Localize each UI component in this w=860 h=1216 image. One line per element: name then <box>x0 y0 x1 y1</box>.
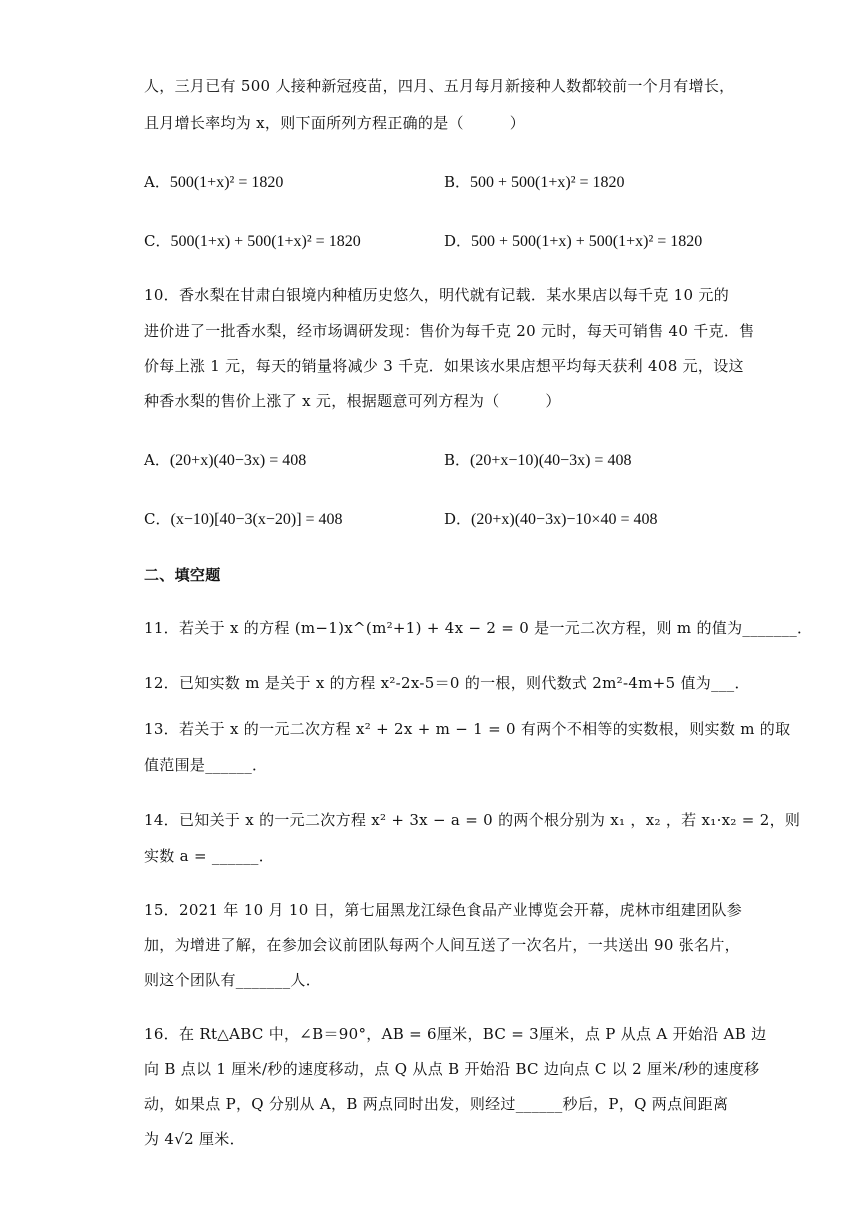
q10-stem-line3: 价每上涨 1 元，每天的销量将减少 3 千克．如果该水果店想平均每天获利 408 元，设这 <box>144 357 744 375</box>
q15-line1: 15．2021 年 10 月 10 日，第七届黑龙江绿色食品产业博览会开幕，虎林市组建团队参 <box>144 901 743 919</box>
q10-option-a <box>144 450 306 471</box>
q13-line2: 值范围是______． <box>144 756 268 774</box>
option-label: A． <box>144 451 170 469</box>
q10-option-d <box>444 509 657 530</box>
q15-line3: 则这个团队有_______人． <box>144 971 322 989</box>
option-label: D． <box>444 510 472 528</box>
q9-stem-line1: 人，三月已有 500 人接种新冠疫苗，四月、五月每月新接种人数都较前一个月有增长， <box>144 77 735 95</box>
option-expr: (20+x−10)(40−3x) = 408 <box>470 452 632 469</box>
q16-line1: 16．在 Rt△ABC 中，∠B＝90°，AB = 6厘米，BC = 3厘米，点 P 从点 A 开始沿 AB 边 <box>144 1025 767 1043</box>
option-label: A． <box>144 173 170 191</box>
q14-line2: 实数 a = ______． <box>144 847 275 865</box>
q16-line4: 为 4√2 厘米． <box>144 1130 245 1148</box>
q12: 12．已知实数 m 是关于 x 的方程 x²-2x-5＝0 的一根，则代数式 2m²-4m+5 值为___． <box>144 674 750 692</box>
q15-line2: 加，为增进了解，在参加会议前团队每两个人间互送了一次名片，一共送出 90 张名片， <box>144 936 740 954</box>
q16-line2: 向 B 点以 1 厘米/秒的速度移动，点 Q 从点 B 开始沿 BC 边向点 C 以 2 厘米/秒的速度移 <box>144 1060 760 1078</box>
q10-stem-line2: 进价进了一批香水梨，经市场调研发现：售价为每千克 20 元时，每天可销售 40 千克．售 <box>144 322 755 340</box>
q13-line1: 13．若关于 x 的一元二次方程 x² + 2x + m − 1 = 0 有两个不相等的实数根，则实数 m 的取 <box>144 720 791 738</box>
q9-option-b <box>444 172 625 193</box>
option-label: B． <box>444 173 471 191</box>
q16-line3: 动，如果点 P，Q 分别从 A，B 两点同时出发，则经过______秒后，P，Q 两点间距离 <box>144 1095 729 1113</box>
section-title: 二、填空题 <box>144 566 221 584</box>
q11: 11．若关于 x 的方程 (m−1)x^(m²+1) + 4x − 2 = 0 是一元二次方程，则 m 的值为_______． <box>144 619 813 637</box>
q9-stem-line2: 且月增长率均为 x，则下面所列方程正确的是（ ） <box>144 114 526 132</box>
q10-option-c <box>144 509 343 530</box>
q9-option-a <box>144 172 283 193</box>
option-expr: 500(1+x) + 500(1+x)² = 1820 <box>170 233 361 250</box>
option-expr: (20+x)(40−3x)−10×40 = 408 <box>471 511 658 528</box>
q10-option-b <box>444 450 631 471</box>
option-expr: 500(1+x)² = 1820 <box>169 174 284 191</box>
option-expr: 500 + 500(1+x)² = 1820 <box>470 174 625 191</box>
q9-option-c <box>144 231 361 252</box>
q9-option-d <box>444 231 702 252</box>
option-expr: (x−10)[40−3(x−20)] = 408 <box>170 511 343 528</box>
q14-line1: 14．已知关于 x 的一元二次方程 x² + 3x − a = 0 的两个根分别为 x₁ ，x₂ ，若 x₁·x₂ = 2，则 <box>144 811 801 829</box>
option-expr: 500 + 500(1+x) + 500(1+x)² = 1820 <box>471 233 703 250</box>
option-label: C． <box>144 232 171 250</box>
q10-stem-line4: 种香水梨的售价上涨了 x 元，根据题意可列方程为（ ） <box>144 392 561 410</box>
option-label: B． <box>444 451 471 469</box>
option-label: C． <box>144 510 171 528</box>
option-label: D． <box>444 232 472 250</box>
q10-stem-line1: 10．香水梨在甘肃白银境内种植历史悠久，明代就有记载．某水果店以每千克 10 元的 <box>144 286 730 304</box>
option-expr: (20+x)(40−3x) = 408 <box>169 452 307 469</box>
